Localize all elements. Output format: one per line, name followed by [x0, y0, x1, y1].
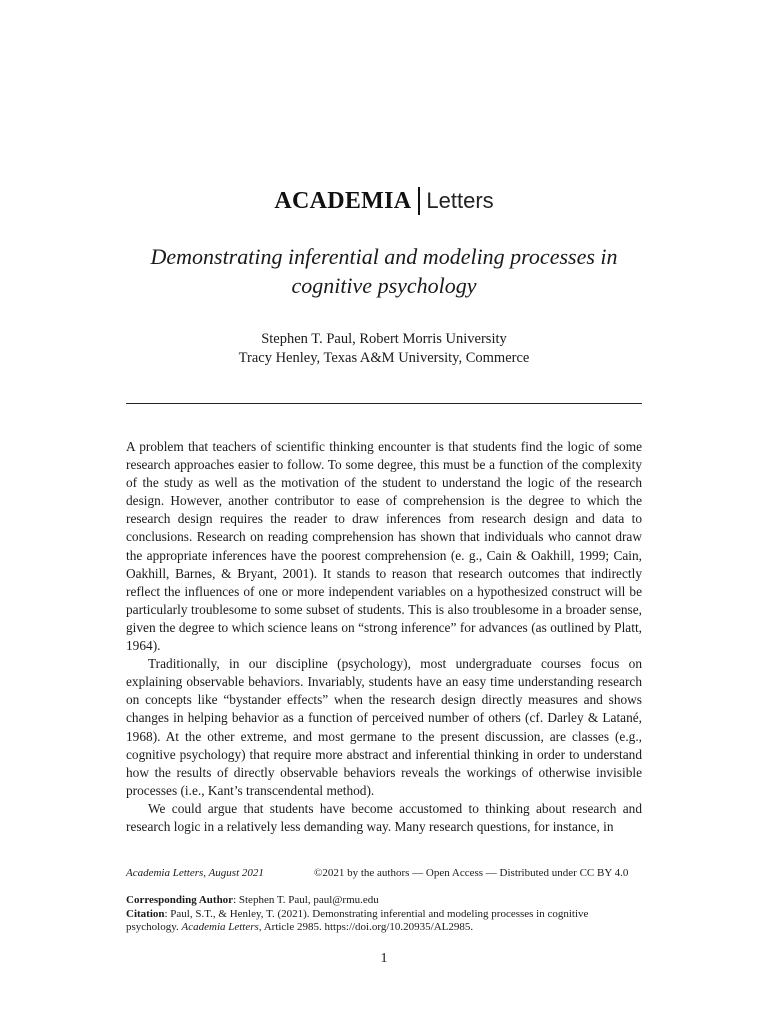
citation-journal: Academia Letters	[181, 921, 259, 933]
page-footer	[126, 867, 642, 885]
citation-line	[126, 908, 642, 935]
masthead	[0, 184, 768, 218]
paragraph-3: We could argue that students have become accustomed to thinking about research and research logic in a relatively less demanding way. Many research questions, for instance, in	[126, 800, 642, 834]
correspondence-block	[126, 894, 642, 935]
footer-journal: Academia Letters, August 2021	[126, 867, 264, 879]
corresponding-author-line	[126, 894, 642, 908]
corresponding-author-text: : Stephen T. Paul, paul@rmu.edu	[233, 894, 379, 906]
author-line-1: Stephen T. Paul, Robert Morris University	[261, 331, 507, 347]
header-divider	[126, 403, 642, 404]
author-line-2: Tracy Henley, Texas A&M University, Commerce	[238, 350, 530, 366]
body-text	[126, 438, 642, 836]
corresponding-author-label: Corresponding Author	[126, 894, 234, 906]
footer-license: ©2021 by the authors — Open Access — Distributed under CC BY 4.0	[314, 867, 629, 879]
paper-title: Demonstrating inferential and modeling processes in cognitive psychology	[150, 244, 618, 298]
author-block	[110, 330, 658, 368]
page-number: 1	[380, 951, 388, 966]
paragraph-2: Traditionally, in our discipline (psychology), most undergraduate courses focus on explaining observable behaviors. Invariably, students have an easy time understanding research on concepts like “bystander effects” when the research design directly measures and shows changes in helping behavior as a function of perceived number of others (cf. Darley & Latané, 1968). At the other extreme, and most germane to the present discussion, are classes (e.g., cognitive psychology) that require more abstract and inferential thinking in order to understand how the results of directly observable behaviors reveals the workings of otherwise invisible processes (i.e., Kant’s transcendental method).	[126, 656, 642, 798]
citation-label: Citation	[126, 907, 165, 920]
academia-logo-text: ACADEMIA	[274, 187, 412, 214]
masthead-divider	[418, 187, 420, 215]
paragraph-1: A problem that teachers of scientific thinking encounter is that students find the logic of some research approaches easier to follow. To some degree, this must be a function of the complexity of the study as well as the motivation of the student to understand the logic of the research design. However, another contributor to ease of comprehension is the degree to which the research design requires the reader to draw inferences from research design and data to conclusions. Research on reading comprehension has shown that individuals who cannot draw the appropriate inferences have the poorest comprehension (e. g., Cain & Oakhill, 1999; Cain, Oakhill, Barnes, & Bryant, 2001). It stands to reason that research outcomes that indirectly reflect the influences of one or more independent variables on a hypothesized construct will be particularly troublesome to some subset of students. This is also troublesome in a broader sense, given the degree to which science leans on “strong inference” for advances (as outlined by Platt, 1964).	[126, 439, 642, 654]
masthead-section: Letters	[426, 188, 494, 213]
citation-text-after: , Article 2985. https://doi.org/10.20935/AL2985.	[258, 921, 474, 933]
citation-text-before: : Paul, S.T., & Henley, T. (2021). Demonstrating inferential and modeling processes in cognitive psychology.	[126, 907, 589, 933]
